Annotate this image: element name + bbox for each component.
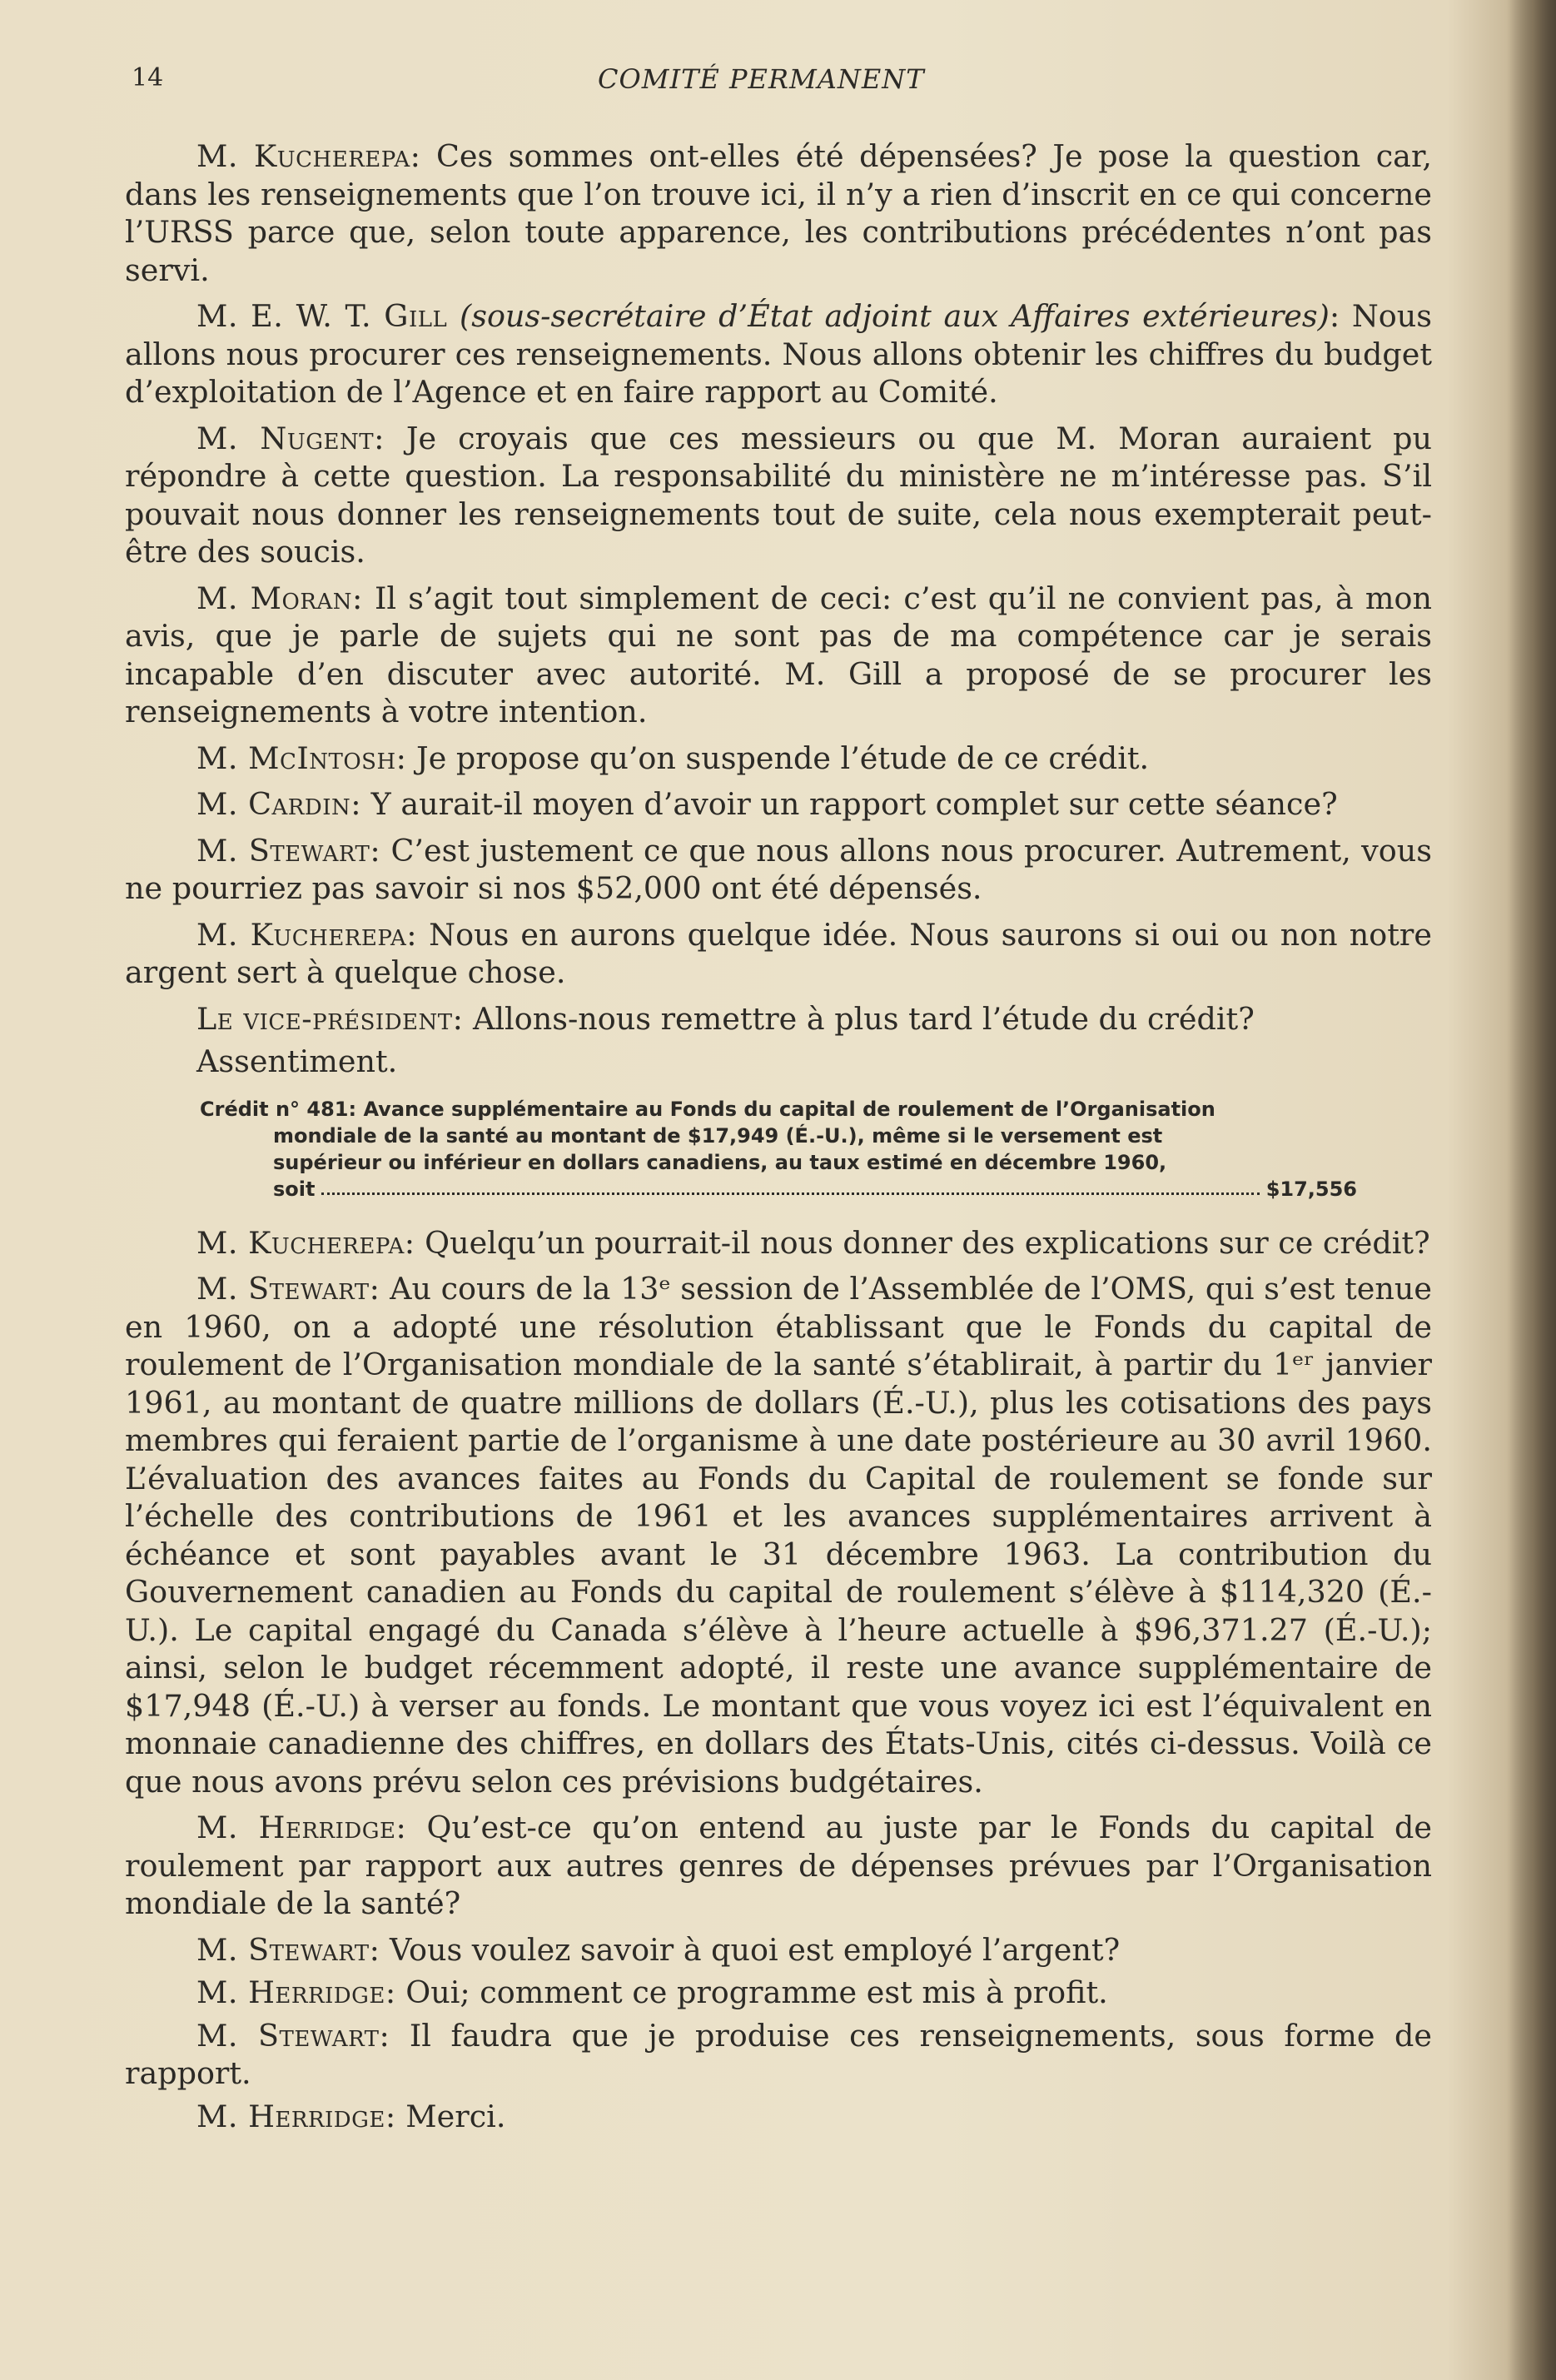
paragraph-text: C’est justement ce que nous allons nous procurer. Autrement, vous ne pourriez pas savoir si nos $52,000 ont été dépensés. xyxy=(125,832,1433,906)
paragraph-text: Ces sommes ont-elles été dépensées? Je pose la question car, dans les renseignements que l’on trouve ici, il n’y a rien d’inscrit en ce qui concerne l’URSS parce que, selon toute apparence, les contributions précédentes n’ont pas servi. xyxy=(125,138,1432,288)
vote-line: mondiale de la santé au montant de $17,949 (É.-U.), même si le versement est xyxy=(273,1123,1163,1148)
page-header xyxy=(132,63,1439,97)
page-body xyxy=(125,137,1432,2140)
dot-leader xyxy=(321,1176,1259,1195)
paragraph xyxy=(125,297,1432,411)
paragraph-text: Oui; comment ce programme est mis à profit. xyxy=(395,1974,1108,2010)
paragraph xyxy=(125,1931,1432,1969)
paragraph xyxy=(125,1974,1432,2012)
speaker: M. Nugent: xyxy=(196,420,385,456)
vote-item xyxy=(200,1096,1357,1202)
paragraph xyxy=(125,739,1432,778)
paragraph xyxy=(125,1043,1432,1081)
speaker: M. Kucherepa: xyxy=(196,138,421,174)
paragraph xyxy=(125,1000,1432,1038)
speaker: M. Stewart: xyxy=(196,2017,390,2054)
paragraph xyxy=(125,832,1432,908)
vote-amount: $17,556 xyxy=(1265,1177,1357,1201)
paragraph xyxy=(125,580,1432,731)
vote-amount-label: soit xyxy=(273,1177,316,1201)
speaker: Le vice-président: xyxy=(196,1000,464,1037)
paragraph xyxy=(125,137,1432,289)
paragraph-text: Y aurait-il moyen d’avoir un rapport complet sur cette séance? xyxy=(361,786,1338,822)
paragraph xyxy=(125,916,1432,992)
paragraph-text: Nous en aurons quelque idée. Nous saurons si oui ou non notre argent sert à quelque chose. xyxy=(125,916,1432,990)
speaker: M. E. W. T. Gill xyxy=(196,298,448,334)
running-title: COMITÉ PERMANENT xyxy=(598,63,925,95)
speaker: M. Herridge: xyxy=(196,2098,396,2134)
paragraph xyxy=(125,420,1432,571)
vote-line: Crédit n° 481: Avance supplémentaire au Fonds du capital de roulement de l’Organisation xyxy=(200,1097,1215,1121)
paragraph-text: Il s’agit tout simplement de ceci: c’est qu’il ne convient pas, à mon avis, que je parle de sujets qui ne sont pas de ma compétence car je serais incapable d’en discuter avec autorité. M. Gill a proposé de se procurer les renseignements à votre intention. xyxy=(125,580,1432,729)
paragraph-text: Allons-nous remettre à plus tard l’étude du crédit? xyxy=(463,1000,1255,1037)
paragraph-text: Assentiment. xyxy=(196,1043,398,1079)
vote-amount-line xyxy=(200,1176,1357,1202)
speaker: M. Kucherepa: xyxy=(196,1224,415,1261)
paragraph xyxy=(125,1224,1432,1262)
speaker: M. Stewart: xyxy=(196,1931,380,1968)
paragraph-text: Vous voulez savoir à quoi est employé l’argent? xyxy=(380,1931,1121,1968)
paragraph xyxy=(125,2098,1432,2136)
speaker: M. Moran: xyxy=(196,580,363,616)
paragraph-text: Au cours de la 13ᵉ session de l’Assemblée de l’OMS, qui s’est tenue en 1960, on a adopté une résolution établissant que le Fonds du capital de roulement de l’Organisation mondiale de la santé s’établirait, à partir du 1ᵉʳ janvier 1961, au montant de quatre millions de dollars (É.-U.), plus les cotisations des pays membres qui feraient partie de l’organisme à une date postérieure au 30 avril 1960. L’évaluation des avances faites au Fonds du Capital de roulement se fonde sur l’échelle des contributions de 1961 et les avances supplémentaires arrivent à échéance et sont payables avant le 31 décembre 1963. La contribution du Gouvernement canadien au Fonds du capital de roulement s’élève à $114,320 (É.-U.). Le capital engagé du Canada s’élève à l’heure actuelle à $96,371.27 (É.-U.); ainsi, selon le budget récemment adopté, il reste une avance supplémentaire de $17,948 (É.-U.) à verser au fonds. Le montant que vous voyez ici est l’équivalent en monnaie canadienne des chiffres, en dollars des États-Unis, cités ci-dessus. Voilà ce que nous avons prévu selon ces prévisions budgétaires. xyxy=(125,1271,1432,1800)
paragraph xyxy=(125,2017,1432,2093)
paragraph-text: Qu’est-ce qu’on entend au juste par le Fonds du capital de roulement par rapport aux autres genres de dépenses prévues par l’Organisation mondiale de la santé? xyxy=(125,1810,1432,1921)
paragraph-text: Quelqu’un pourrait-il nous donner des explications sur ce crédit? xyxy=(415,1224,1430,1261)
paragraph xyxy=(125,785,1432,824)
speaker: M. McIntosh: xyxy=(196,739,407,776)
speaker: M. Stewart: xyxy=(196,832,381,869)
vote-line: supérieur ou inférieur en dollars canadiens, au taux estimé en décembre 1960, xyxy=(273,1150,1167,1174)
paragraph-text: Je propose qu’on suspende l’étude de ce crédit. xyxy=(406,739,1150,776)
speaker: M. Stewart: xyxy=(196,1271,380,1307)
paragraph-text: Il faudra que je produise ces renseignements, sous forme de rapport. xyxy=(125,2017,1432,2091)
page-number: 14 xyxy=(132,63,164,92)
book-spine-shadow xyxy=(1506,0,1556,2380)
speaker-role: (sous-secrétaire d’État adjoint aux Affaires extérieures) xyxy=(459,298,1330,334)
paragraph xyxy=(125,1809,1432,1923)
speaker: M. Herridge: xyxy=(196,1810,407,1845)
paragraph-text: Je croyais que ces messieurs ou que M. Moran auraient pu répondre à cette question. La responsabilité du ministère ne m’intéresse pas. S’il pouvait nous donner les renseignements tout de suite, cela nous exempterait peut-être des soucis. xyxy=(125,420,1432,570)
paragraph-text: : Nous allons nous procurer ces renseignements. Nous allons obtenir les chiffres du budget d’exploitation de l’Agence et en faire rapport au Comité. xyxy=(125,298,1433,410)
speaker: M. Kucherepa: xyxy=(196,916,418,953)
paragraph xyxy=(125,1270,1432,1800)
speaker: M. Herridge: xyxy=(196,1974,396,2010)
speaker: M. Cardin: xyxy=(196,786,362,822)
paragraph-text: Merci. xyxy=(395,2098,506,2134)
